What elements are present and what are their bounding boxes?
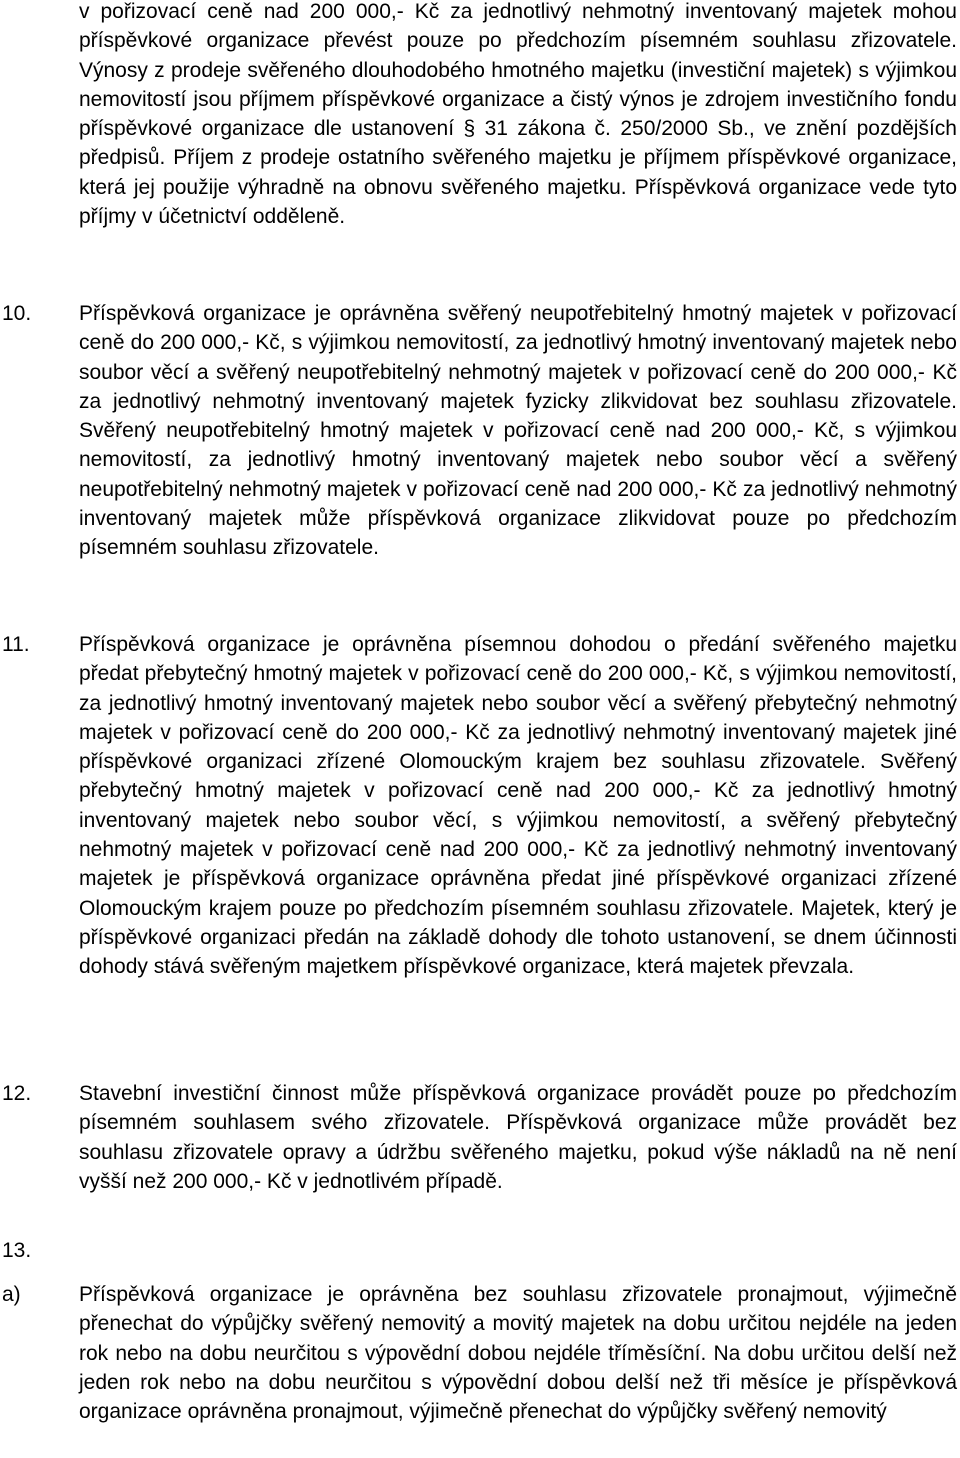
paragraph-number: 13.: [2, 1239, 32, 1262]
paragraph-number: 12.: [2, 1082, 32, 1105]
paragraph-number: 10.: [2, 302, 32, 325]
paragraph-letter: a): [2, 1283, 21, 1306]
paragraph-number: 11.: [2, 633, 30, 656]
paragraph-text: Příspěvková organizace je oprávněna svěřený neupotřebitelný hmotný majetek v pořizovací ceně do 200 000,- Kč, s výjimkou nemovitostí, za jednotlivý hmotný inventovaný majetek nebo soubor věcí a svěřený neupotřebitelný nehmotný majetek v pořizovací ceně do 200 000,- Kč za jednotlivý nehmotný inventovaný majetek fyzicky zlikvidovat bez souhlasu zřizovatele. Svěřený neupotřebitelný hmotný majetek v pořizovací ceně nad 200 000,- Kč, s výjimkou nemovitostí, za jednotlivý hmotný inventovaný majetek nebo soubor věcí a svěřený neupotřebitelný nehmotný majetek v pořizovací ceně nad 200 000,- Kč za jednotlivý nehmotný inventovaný majetek může příspěvková organizace zlikvidovat pouze po předchozím písemném souhlasu zřizovatele.: [79, 302, 957, 560]
paragraph-text: Stavební investiční činnost může příspěvková organizace provádět pouze po předchozím písemném souhlasem svého zřizovatele. Příspěvková organizace může provádět bez souhlasu zřizovatele opravy a údržbu svěřeného majetku, pokud výše nákladů na ně není vyšší než 200 000,- Kč v jednotlivém případě.: [79, 1082, 957, 1193]
paragraph-text: v pořizovací ceně nad 200 000,- Kč za jednotlivý nehmotný inventovaný majetek mohou příspěvkové organizace převést pouze po předchozím písemném souhlasu zřizovatele. Výnosy z prodeje svěřeného dlouhodobého hmotného majetku (investiční majetek) s výjimkou nemovitostí jsou příjmem příspěvkové organizace a čistý výnos je zdrojem investičního fondu příspěvkové organizace dle ustanovení § 31 zákona č. 250/2000 Sb., ve znění pozdějších předpisů. Příjem z prodeje ostatního svěřeného majetku je příjmem příspěvkové organizace, která jej použije výhradně na obnovu svěřeného majetku. Příspěvková organizace vede tyto příjmy v účetnictví odděleně.: [79, 0, 957, 229]
paragraph-text: Příspěvková organizace je oprávněna písemnou dohodou o předání svěřeného majetku předat přebytečný hmotný majetek v pořizovací ceně do 200 000,- Kč, s výjimkou nemovitostí, za jednotlivý hmotný inventovaný majetek nebo soubor věcí a svěřený přebytečný nehmotný majetek v pořizovací ceně do 200 000,- Kč za jednotlivý nehmotný inventovaný majetek jiné příspěvkové organizaci zřízené Olomouckým krajem bez souhlasu zřizovatele. Svěřený přebytečný hmotný majetek v pořizovací ceně nad 200 000,- Kč za jednotlivý hmotný inventovaný majetek nebo soubor věcí, s výjimkou nemovitostí, a svěřený přebytečný nehmotný majetek v pořizovací ceně nad 200 000,- Kč za jednotlivý nehmotný inventovaný majetek je příspěvková organizace oprávněna předat jiné příspěvkové organizaci zřízené Olomouckým krajem pouze po předchozím písemném souhlasu zřizovatele. Majetek, který je příspěvkové organizaci předán na základě dohody dle tohoto ustanovení, se dnem účinnosti dohody stává svěřeným majetkem příspěvkové organizace, která majetek převzala.: [79, 633, 957, 979]
paragraph-text: Příspěvková organizace je oprávněna bez souhlasu zřizovatele pronajmout, výjimečně přenechat do výpůjčky svěřený nemovitý a movitý majetek na dobu určitou nejdéle na jeden rok nebo na dobu neurčitou s výpovědní dobou nejdéle tříměsíční. Na dobu určitou delší než jeden rok nebo na dobu neurčitou s výpovědní dobou delší než tři měsíce je příspěvková organizace oprávněna pronajmout, výjimečně přenechat do výpůjčky svěřený nemovitý: [79, 1283, 957, 1424]
